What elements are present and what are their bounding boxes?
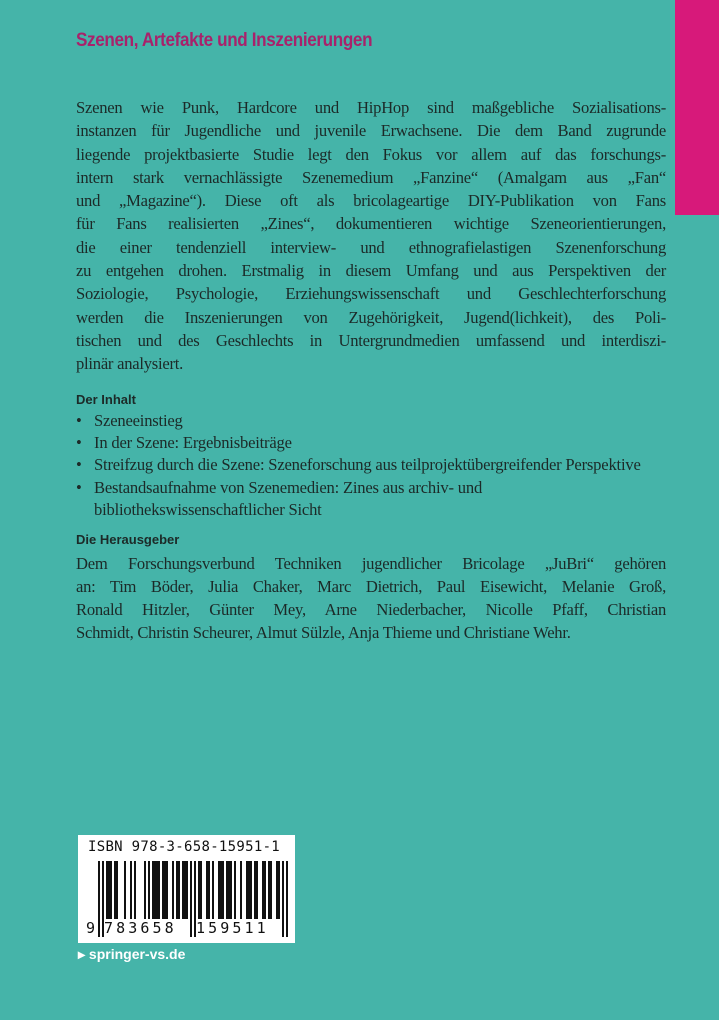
text-line: und „Magazine“). Diese oft als bricolageartige DIY-Publikation von Fans xyxy=(76,191,666,211)
barcode-bar xyxy=(222,861,224,919)
barcode-bar xyxy=(208,861,210,919)
barcode-bar xyxy=(226,861,228,919)
barcode-bar xyxy=(158,861,160,919)
barcode-bar xyxy=(172,861,174,919)
text-line: instanzen für Jugendliche und juvenile Erwachsene. Die dem Band zugrunde xyxy=(76,121,666,141)
contents-heading: Der Inhalt xyxy=(76,391,136,407)
barcode-bar xyxy=(268,861,270,919)
contents-item: • Bestandsaufnahme von Szenemedien: Zines aus archiv- und bibliothekswissenschaftlicher Sicht xyxy=(76,477,666,522)
editors-heading: Die Herausgeber xyxy=(76,531,180,547)
ean-left-digits: 783658 xyxy=(104,919,177,937)
barcode-bar xyxy=(254,861,256,919)
barcode-bar xyxy=(114,861,116,919)
barcode-bar xyxy=(166,861,168,919)
isbn-label: ISBN 978-3-658-15951-1 xyxy=(88,839,281,855)
contents-item: • Szeneeinstieg xyxy=(76,410,666,432)
barcode-bar xyxy=(198,861,200,919)
text-line: intern stark vernachlässigte Szenemedium „Fanzine“ (Amalgam aus „Fan“ xyxy=(76,167,666,187)
contents-list xyxy=(76,410,666,522)
text-line: werden die Inszenierungen von Zugehörigkeit, Jugend(lichkeit), des Poli- xyxy=(76,307,666,327)
text-line: Ronald Hitzler, Günter Mey, Arne Niederbacher, Nicolle Pfaff, Christian xyxy=(76,600,666,620)
barcode-bar xyxy=(176,861,178,919)
barcode-bar xyxy=(264,861,266,919)
barcode-bar xyxy=(110,861,112,919)
barcode-bar xyxy=(184,861,186,919)
contents-item: • In der Szene: Ergebnisbeiträge xyxy=(76,432,666,454)
barcode-bar xyxy=(162,861,164,919)
barcode-bar xyxy=(250,861,252,919)
barcode-bar xyxy=(282,861,284,937)
barcode-bar xyxy=(130,861,132,919)
barcode-bar xyxy=(156,861,158,919)
text-line: Szenen wie Punk, Hardcore und HipHop sind maßgebliche Sozialisations- xyxy=(76,98,666,117)
barcode-bar xyxy=(190,861,192,937)
text-line: an: Tim Böder, Julia Chaker, Marc Dietrich, Paul Eisewicht, Melanie Groß, xyxy=(76,576,666,596)
barcode-bar xyxy=(124,861,126,919)
barcode-bar xyxy=(108,861,110,919)
text-line: Schmidt, Christin Scheurer, Almut Sülzle, Anja Thieme und Christiane Wehr. xyxy=(76,623,571,643)
barcode-bar xyxy=(256,861,258,919)
barcode-bar xyxy=(154,861,156,919)
barcode-bar xyxy=(234,861,236,919)
barcode-bar xyxy=(200,861,202,919)
book-title: Szenen, Artefakte und Inszenierungen xyxy=(76,30,373,51)
barcode-bar xyxy=(220,861,222,919)
text-line: die einer tendenziell interview- und ethnografielastigen Szenenforschung xyxy=(76,237,666,257)
editors-paragraph xyxy=(76,552,666,645)
text-line: für Fans realisierten „Zines“, dokumentieren wichtige Szeneorientierungen, xyxy=(76,214,666,234)
barcode-bar xyxy=(262,861,264,919)
text-line: liegende projektbasierte Studie legt den Fokus vor allem auf das forschungs- xyxy=(76,144,666,164)
barcode-bar xyxy=(134,861,136,919)
barcode-bar xyxy=(182,861,184,919)
barcode-bar xyxy=(240,861,242,919)
barcode-bar xyxy=(276,861,278,919)
text-line: zu entgehen drohen. Erstmalig in diesem Umfang und aus Perspektiven der xyxy=(76,261,666,281)
ean-right-digits: 159511 xyxy=(196,919,269,937)
barcode-bar xyxy=(218,861,220,919)
barcode-bar xyxy=(286,861,288,937)
barcode-bar xyxy=(230,861,232,919)
website-link[interactable]: ▸ springer-vs.de xyxy=(78,946,186,962)
text-line: tischen und des Geschlechts in Untergrundmedien umfassend und interdiszi- xyxy=(76,330,666,350)
barcode-bar xyxy=(116,861,118,919)
barcode-bar xyxy=(148,861,150,919)
barcode-bar xyxy=(178,861,180,919)
barcode-bar xyxy=(164,861,166,919)
description-paragraph xyxy=(76,96,666,376)
barcode-bar xyxy=(206,861,208,919)
text-line: Soziologie, Psychologie, Erziehungswissenschaft und Geschlechterforschung xyxy=(76,284,666,304)
barcode-bar xyxy=(98,861,100,937)
ean-first-digit: 9 xyxy=(86,919,96,937)
barcode-bar xyxy=(106,861,108,919)
text-line: plinär analysiert. xyxy=(76,354,184,374)
isbn-barcode xyxy=(78,835,295,943)
accent-bar xyxy=(675,0,719,215)
barcode-bar xyxy=(270,861,272,919)
back-cover-text xyxy=(76,96,666,645)
barcode-bar xyxy=(248,861,250,919)
text-line: Dem Forschungsverbund Techniken jugendlicher Bricolage „JuBri“ gehören xyxy=(76,553,666,573)
barcode-bar xyxy=(278,861,280,919)
barcode-bar xyxy=(186,861,188,919)
barcode-bar xyxy=(212,861,214,919)
barcode-bar xyxy=(152,861,154,919)
barcode-bar xyxy=(246,861,248,919)
barcode-bar xyxy=(144,861,146,919)
barcode-bar xyxy=(228,861,230,919)
contents-item: • Streifzug durch die Szene: Szeneforschung aus teilprojektübergreifender Perspektive xyxy=(76,454,666,476)
